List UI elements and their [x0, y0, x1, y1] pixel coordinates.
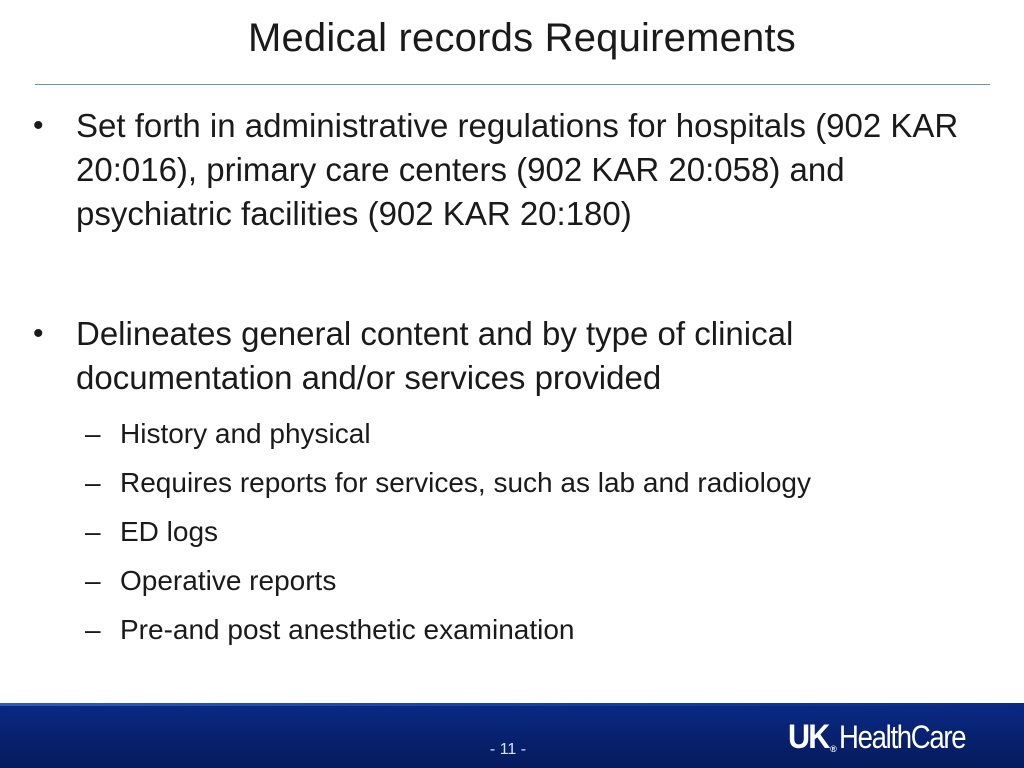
- ukhealthcare-logo: [788, 717, 986, 755]
- sub-bullet-marker: –: [85, 418, 101, 449]
- slide-title: Medical records Requirements: [247, 16, 797, 60]
- bullet-item: [33, 312, 996, 400]
- sub-bullet-marker: –: [85, 614, 101, 645]
- sub-bullet-text: Operative reports: [120, 565, 337, 596]
- sub-bullet-text: History and physical: [120, 418, 371, 449]
- sub-bullet-marker: –: [85, 516, 101, 547]
- bullet-item: [33, 104, 996, 236]
- bullet-marker: •: [33, 317, 44, 350]
- sub-bullet-item: [85, 416, 371, 452]
- footer-bar: [0, 703, 1024, 768]
- title-divider: [35, 84, 990, 85]
- sub-bullet-text: ED logs: [120, 516, 219, 547]
- sub-bullet-item: [85, 563, 337, 599]
- page-number: - 11 -: [489, 741, 527, 758]
- sub-bullet-marker: –: [85, 467, 101, 498]
- registered-mark-icon: ®: [830, 744, 837, 754]
- logo-uk-text: UK: [788, 718, 829, 756]
- sub-bullet-text: Pre-and post anesthetic examination: [120, 614, 575, 645]
- bullet-text: Set forth in administrative regulations for hospitals (902 KAR 20:016), primary care centers (902 KAR 20:058) and psychiatric facilities (902 KAR 20:180): [76, 107, 959, 232]
- sub-bullet-item: [85, 514, 219, 550]
- sub-bullet-item: [85, 612, 575, 648]
- logo-healthcare-text: HealthCare: [838, 719, 966, 755]
- bullet-marker: •: [33, 109, 44, 142]
- sub-bullet-item: [85, 465, 812, 501]
- bullet-text: Delineates general content and by type of clinical documentation and/or services provided: [76, 315, 794, 396]
- footer-accent-line: [0, 703, 1024, 706]
- sub-bullet-marker: –: [85, 565, 101, 596]
- sub-bullet-text: Requires reports for services, such as lab and radiology: [120, 467, 812, 498]
